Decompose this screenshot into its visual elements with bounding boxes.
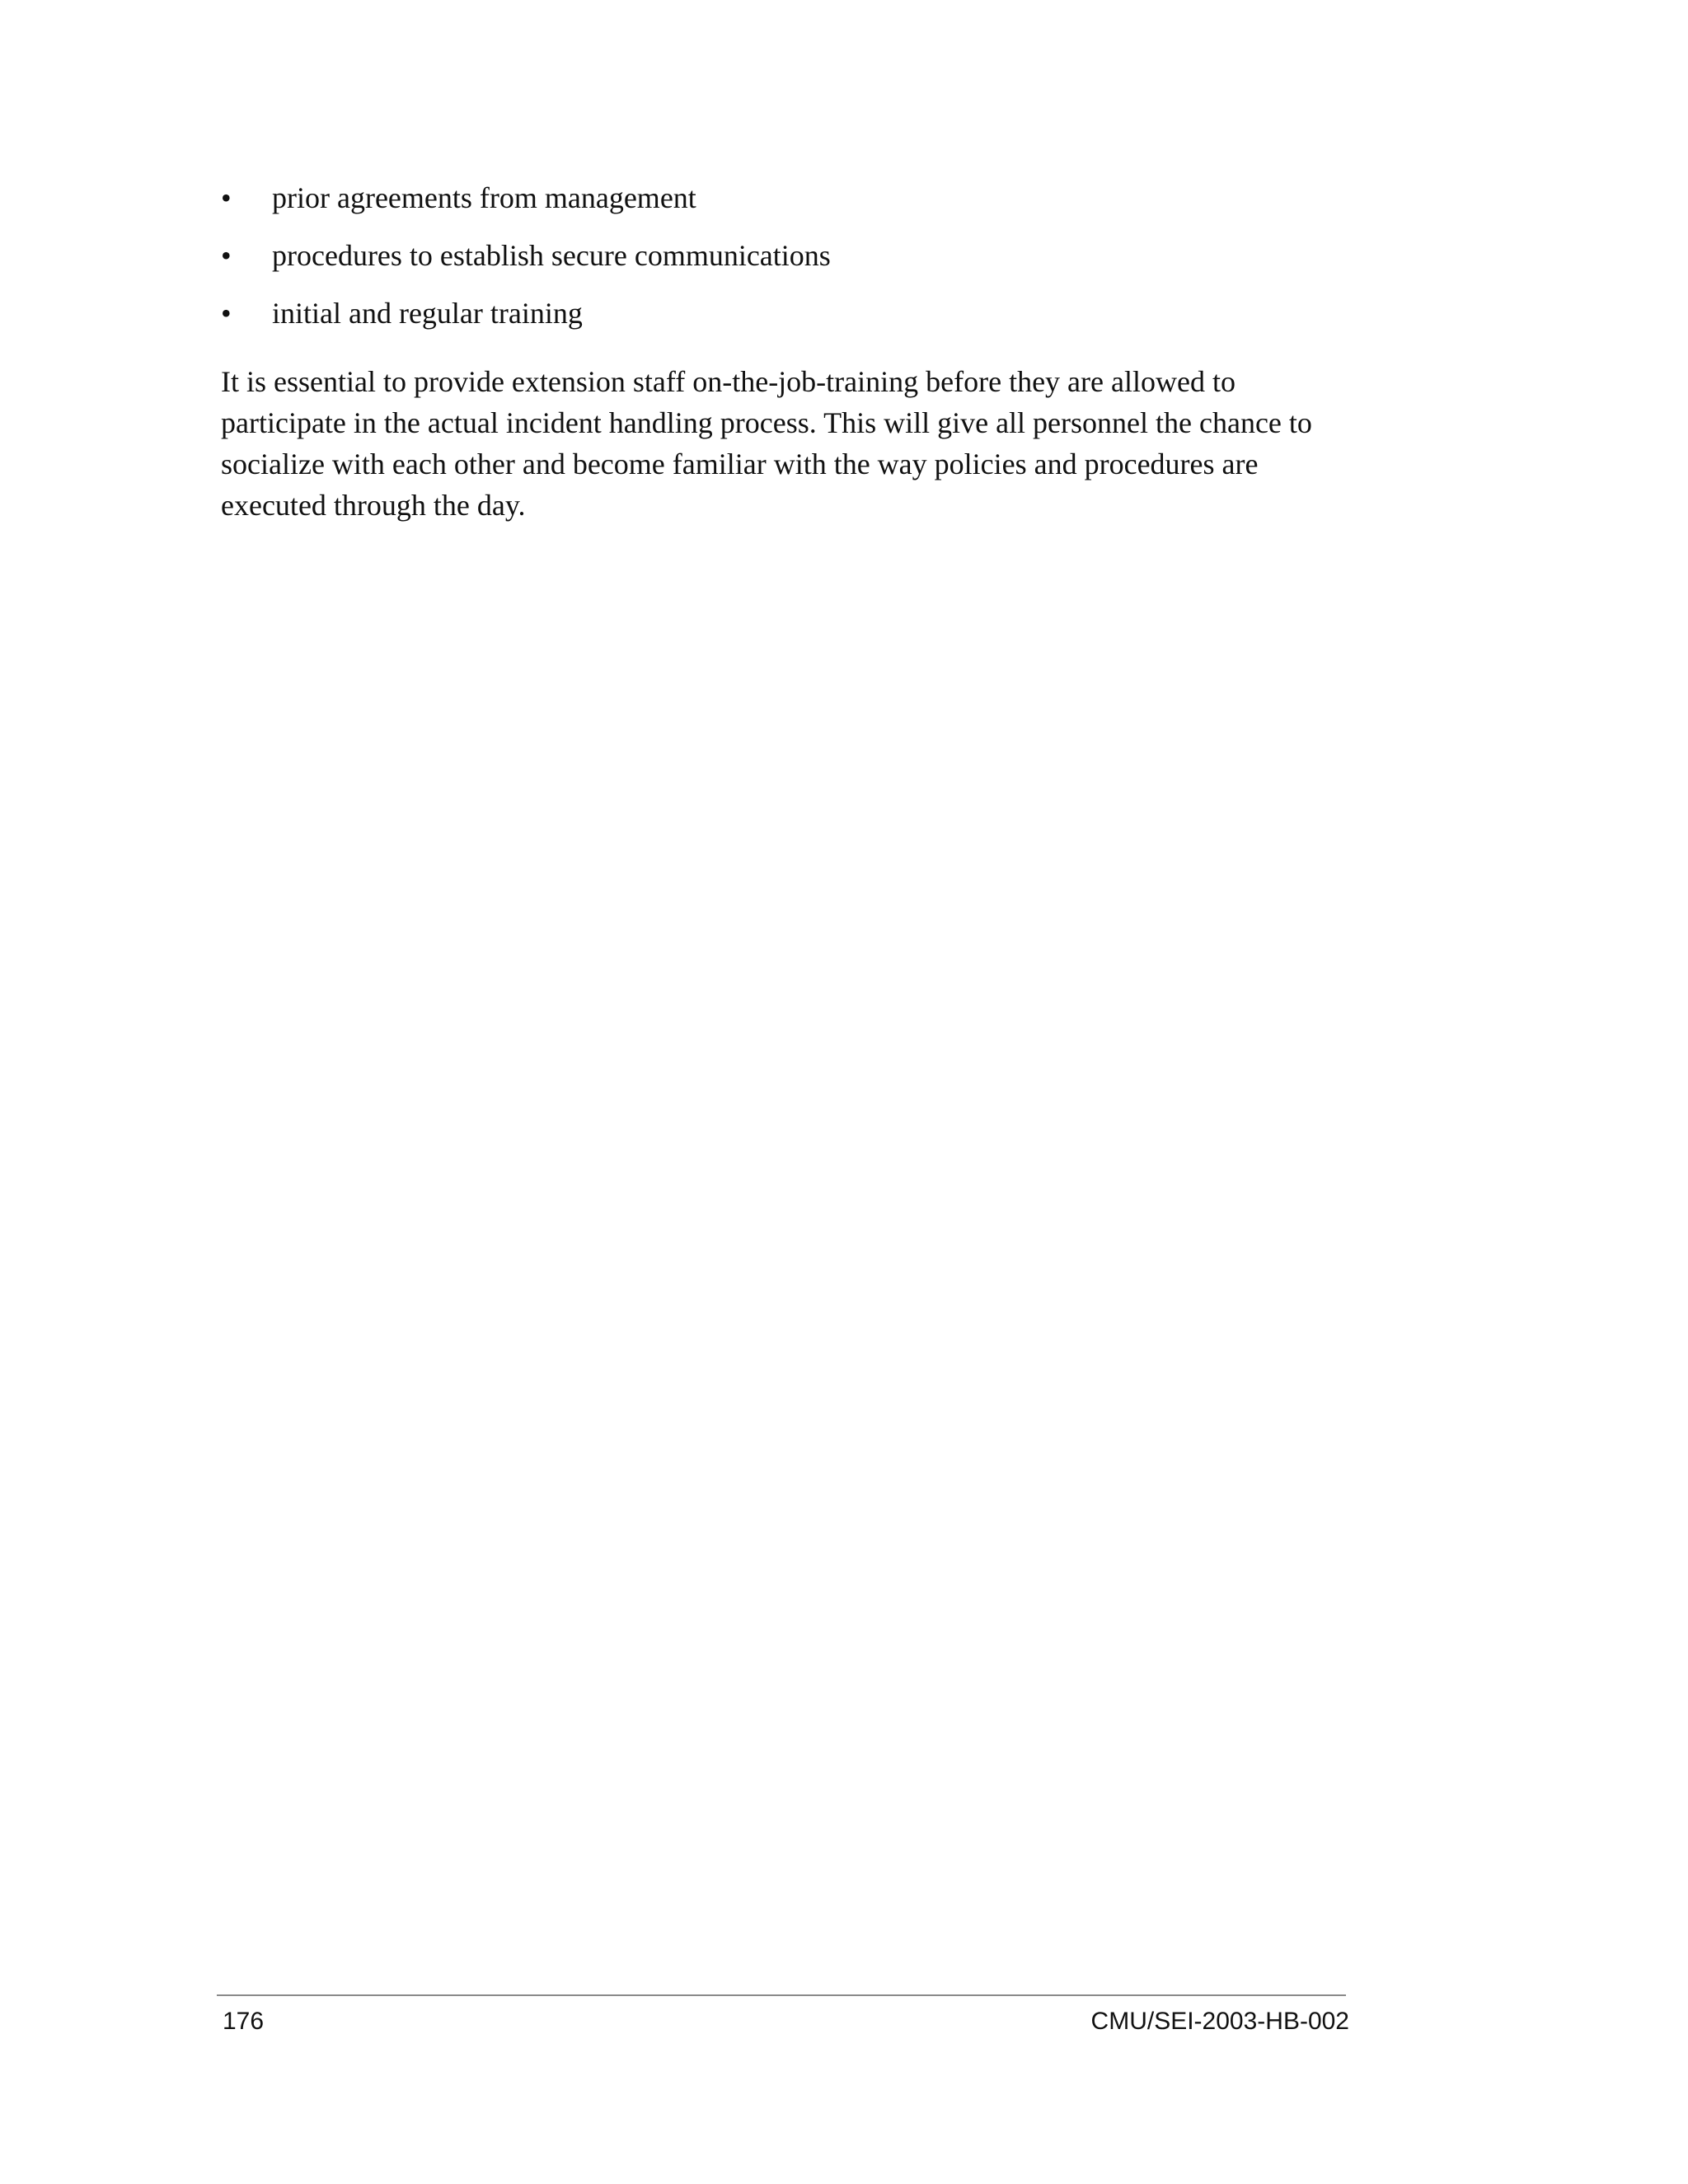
bullet-text: initial and regular training: [272, 297, 583, 330]
paragraph-line: socialize with each other and become familiar with the way policies and procedures are: [221, 448, 1259, 480]
bullet-marker: •: [221, 297, 232, 330]
bullet-marker: •: [221, 181, 232, 214]
bullet-item: [221, 288, 1342, 346]
paragraph-line: It is essential to provide extension staff on-the-job-training before they are allowed to: [221, 365, 1236, 398]
paragraph-line: participate in the actual incident handling process. This will give all personnel the chance to: [221, 406, 1312, 439]
bullet-list: [221, 173, 1342, 346]
document-id: CMU/SEI-2003-HB-002: [1090, 2008, 1349, 2035]
bullet-text: procedures to establish secure communications: [272, 239, 831, 272]
paragraph-line: executed through the day.: [221, 489, 526, 522]
bullet-marker: •: [221, 239, 232, 272]
bullet-text: prior agreements from management: [272, 181, 696, 214]
footer-divider: [217, 1994, 1346, 1996]
bullet-item: [221, 231, 1342, 288]
bullet-item: [221, 173, 1342, 231]
body-paragraph: [221, 361, 1367, 526]
page-number: 176: [223, 2008, 265, 2035]
